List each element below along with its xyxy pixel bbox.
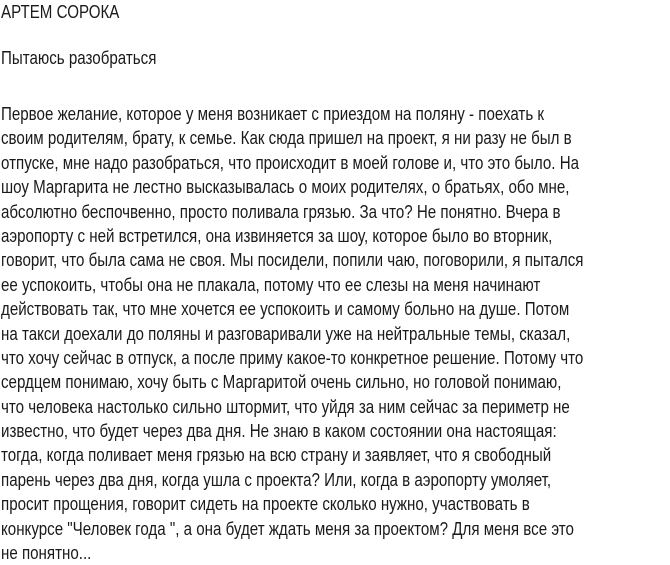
- body-line: Первое желание, которое у меня возникает с приездом на поляну - поехать к: [1, 104, 545, 124]
- body-line: что хочу сейчас в отпуск, а после приму какое-то конкретное решение. Потому что: [1, 347, 584, 368]
- article-headline: Пытаюсь разобраться: [1, 48, 157, 68]
- body-line: отпуске, мне надо разобраться, что происходит в моей голове и, что это было. На: [1, 152, 580, 173]
- body-line: аэропорту с ней встретился, она извиняется за шоу, которое было во вторник,: [1, 225, 553, 246]
- body-line: сердцем понимаю, хочу быть с Маргаритой очень сильно, но головой понимаю,: [1, 372, 562, 393]
- body-line: просит прощения, говорит сидеть на проекте сколько нужно, участвовать в: [1, 494, 530, 515]
- body-line: говорит, что была сама не своя. Мы посидели, попили чаю, поговорили, я пытался: [1, 250, 584, 271]
- body-line: тогда, когда поливает меня грязью на всю страну и заявляет, что я свободный: [1, 445, 552, 466]
- body-line: на такси доехали до поляны и разговаривали уже на нейтральные темы, сказал,: [1, 323, 571, 344]
- article-body: [0, 102, 670, 565]
- body-line: что человека настолько сильно штормит, что уйдя за ним сейчас за периметр не: [1, 396, 570, 417]
- body-line: шоу Маргарита не лестно высказывалась о моих родителях, о братьях, обо мне,: [1, 177, 570, 198]
- body-line: не понятно...: [1, 543, 92, 564]
- body-line: конкурсе "Человек года ", а она будет ждать меня за проектом? Для меня все это: [1, 518, 574, 539]
- author-name: АРТЕМ СОРОКА: [1, 2, 120, 22]
- body-line: действовать так, что мне хочется ее успокоить и самому больно на душе. Потом: [1, 299, 570, 320]
- body-line: своим родителям, брату, к семье. Как сюда пришел на проект, я ни разу не был в: [1, 128, 572, 149]
- body-line: парень через два дня, когда ушла с проекта? Или, когда в аэропорту умоляет,: [1, 469, 552, 490]
- body-line: известно, что будет через два дня. Не знаю в каком состоянии она настоящая:: [1, 421, 557, 442]
- body-line: ее успокоить, чтобы она не плакала, потому что ее слезы на меня начинают: [1, 274, 541, 295]
- body-line: абсолютно беспочвенно, просто поливала грязью. За что? Не понятно. Вчера в: [1, 201, 561, 222]
